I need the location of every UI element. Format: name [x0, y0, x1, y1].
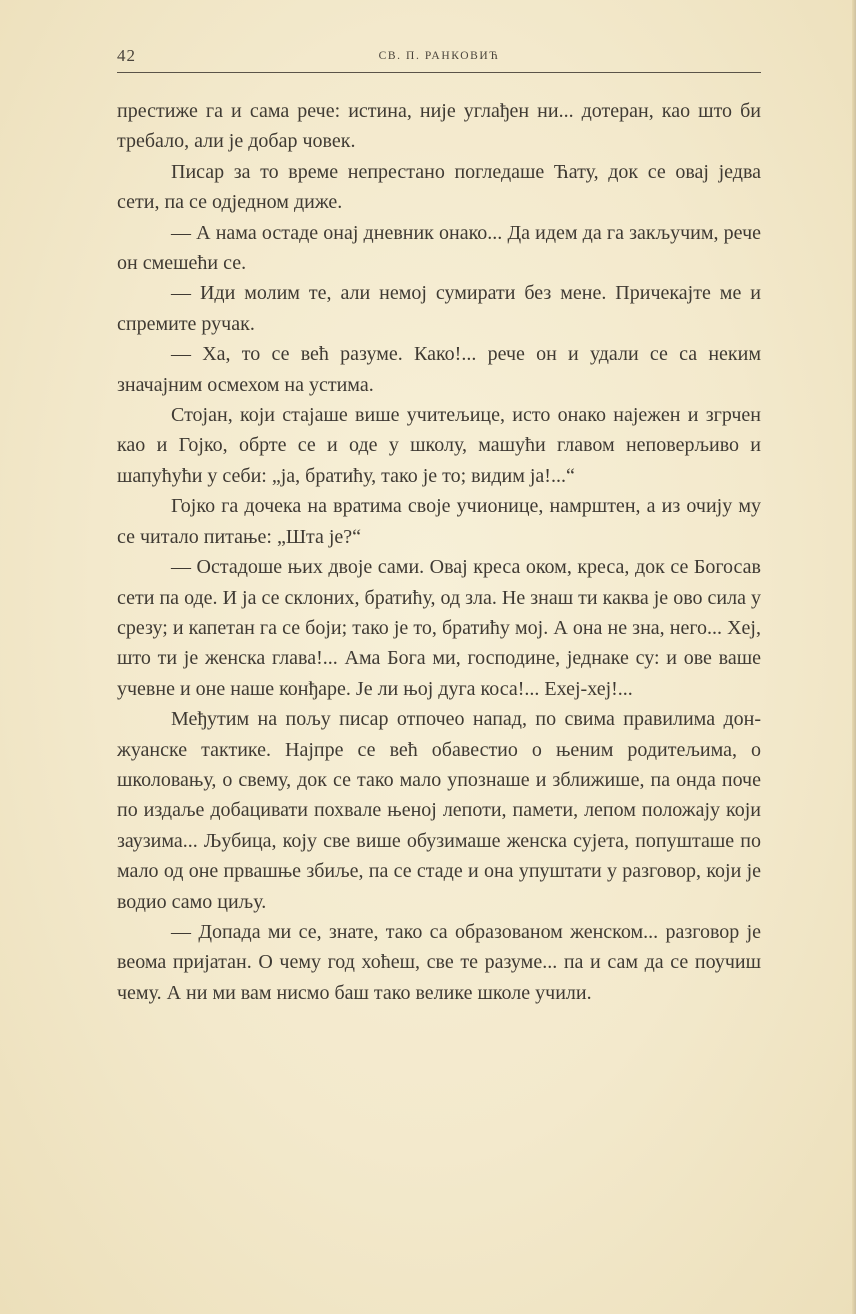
paragraph: Гојко га дочека на вратима своје учионице, намрштен, а из очију му се читало питање: „Шта је?“: [117, 495, 761, 548]
paragraph: престиже га и сама рече: истина, није углађен ни... дотеран, као што би требало, али је добар човек.: [117, 100, 761, 153]
running-head: [117, 46, 761, 72]
paragraph: — Иди молим те, али немој сумирати без мене. Причекајте ме и спремите ручак.: [117, 282, 761, 335]
page-number: 42: [117, 46, 136, 65]
paragraph: Стојан, који стајаше више учитељице, исто онако најежен и згрчен као и Гојко, обрте се и оде у школу, машући главом неповерљиво и шапућући у себи: „ја, братићу, тако је то; видим ја!...“: [117, 404, 761, 487]
body-text: [117, 96, 761, 1008]
paragraph: Писар за то време непрестано погледаше Ћату, док се овај једва сети, па се одједном диже.: [117, 160, 761, 214]
paragraph: — Остадоше њих двоје сами. Овај креса оком, креса, док се Богосав сети па оде. И ја се склоних, братићу, од зла. Не знаш ти каква је ово сила у срезу; и капетан га се боји; тако је то, братићу мој. А она не зна, него... Хеј, што ти је женска глава!... Ама Бога ми, господине, једнаке су: и ове ваше учевне и оне наше конђаре. Је ли њој дуга коса!... Ехеј-хеј!...: [117, 556, 761, 700]
paragraph: Међутим на пољу писар отпочео напад, по свима правилима дон-жуанске тактике. Најпре се већ обавестио о њеним родитељима, о школовању, о свему, док се тако мало упознаше и зближише, па онда поче по издаље добацивати похвале њеној лепоти, памети, лепом положају који заузима... Љубица, коју све више обузимаше женска сујета, попушташе по мало од оне првашње збиље, па се стаде и она упуштати у разговор, који је водио само циљу.: [117, 708, 761, 913]
running-title: СВ. П. РАНКОВИЋ: [378, 50, 500, 62]
page-edge: [852, 0, 856, 1314]
paragraph: — Ха, то се већ разуме. Како!... рече он и удали се са неким значајним осмехом на устима.: [117, 343, 761, 396]
paragraph: — Допада ми се, знате, тако са образованом женском... разговор је веома пријатан. О чему год хоћеш, све те разуме... па и сам да се поучиш чему. А ни ми вам нисмо баш тако велике школе учили.: [117, 920, 761, 1004]
paragraph: — А нама остаде онај дневник онако... Да идем да га закључим, рече он смешећи се.: [117, 221, 761, 275]
header-rule: [117, 72, 761, 73]
